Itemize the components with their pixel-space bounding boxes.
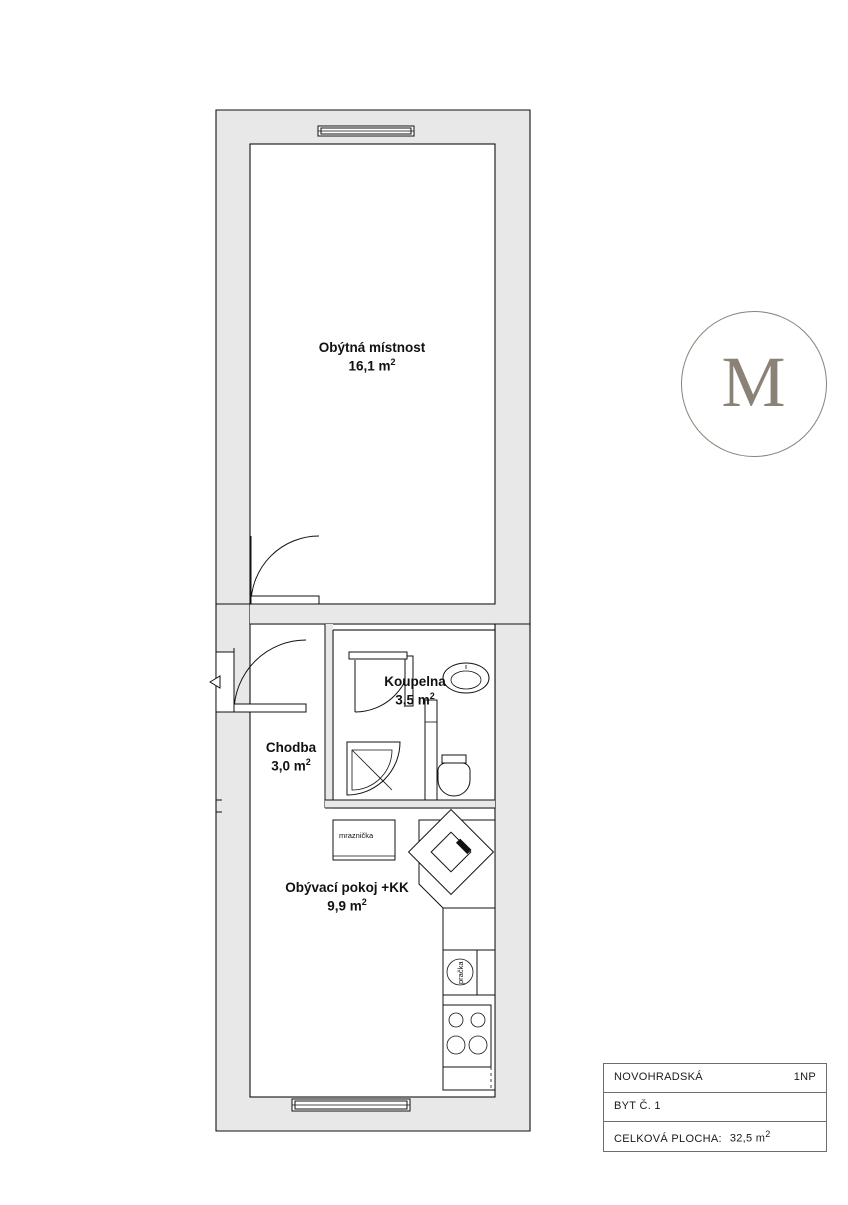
room-area: 9,9 $m^2$ — [327, 896, 367, 914]
room-name: Obývací pokoj +KK — [285, 880, 409, 895]
room-area: 16,1 $m^2$ — [348, 356, 396, 374]
title-block-row-street — [604, 1064, 826, 1093]
unit-number: BYT Č. 1 — [614, 1100, 661, 1112]
room-label-obyvaci-pokoj-kk — [252, 880, 442, 915]
room-label-chodba — [226, 740, 356, 775]
title-block — [603, 1063, 827, 1152]
room-area: 3,0 $m^2$ — [271, 756, 311, 774]
total-area — [614, 1129, 771, 1145]
street-name: NOVOHRADSKÁ — [614, 1071, 703, 1083]
room-name: Koupelna — [384, 674, 446, 689]
title-block-row-unit — [604, 1093, 826, 1122]
title-block-row-area — [604, 1122, 826, 1151]
room-label-koupelna — [342, 674, 488, 709]
room-name: Obýtná místnost — [318, 340, 426, 355]
logo-letter: M — [721, 341, 787, 422]
total-area-label: CELKOVÁ PLOCHA: — [614, 1132, 722, 1145]
room-name: Chodba — [265, 740, 317, 755]
logo-badge — [681, 311, 827, 457]
window-bottom — [292, 1099, 410, 1111]
room-label-obytna-mistnost — [276, 340, 468, 375]
floor-level: 1NP — [793, 1071, 816, 1083]
window-top — [318, 126, 414, 136]
room-area: 3,5 $m^2$ — [395, 690, 435, 708]
total-area-value: 32,5 $m^2$ — [729, 1129, 771, 1145]
appliance-label-pracka: pračka — [456, 961, 465, 984]
appliance-label-mraznicka: mraznička — [339, 831, 374, 840]
